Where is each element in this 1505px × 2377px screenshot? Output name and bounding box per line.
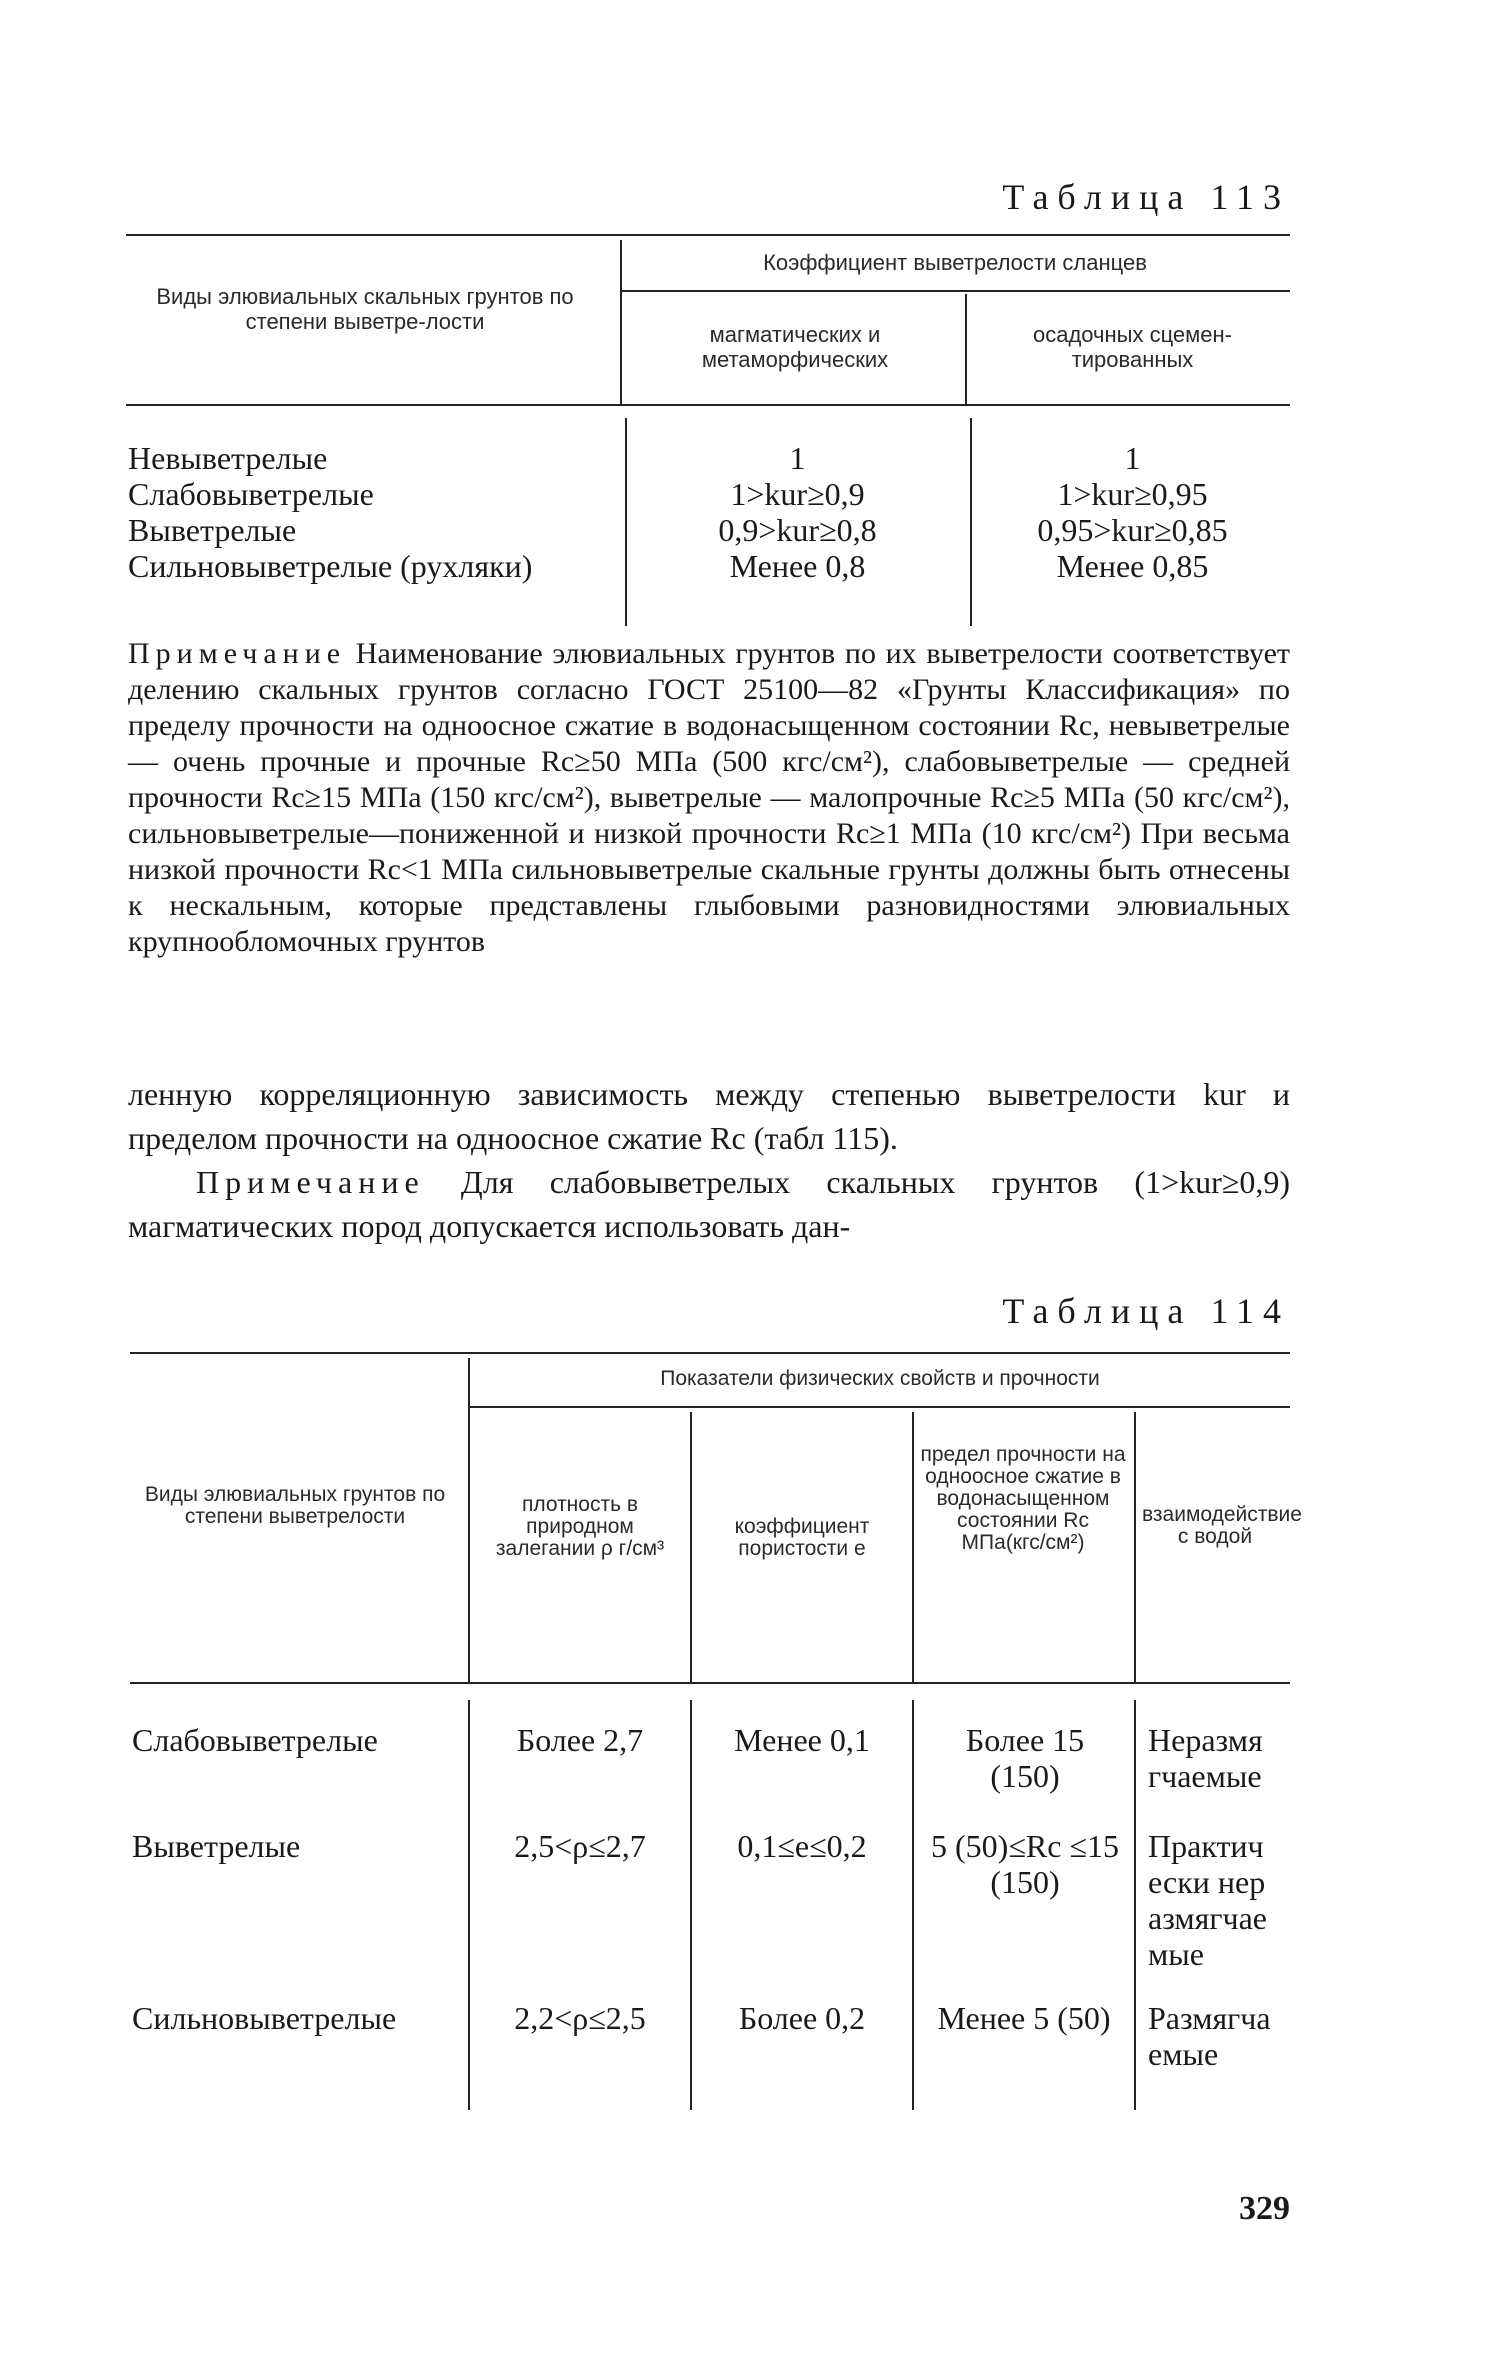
row-cell-water: Практически неразмягчаемые bbox=[1148, 1828, 1267, 1972]
table-113-header-group: Коэффициент выветрелости сланцев bbox=[763, 250, 1147, 275]
table-113-note bbox=[128, 636, 1290, 960]
body-paragraph-1: ленную корреляционную зависимость между степенью выветрелости kur и пределом прочности на одноосное сжатие Rc (табл 115). bbox=[128, 1076, 1290, 1156]
row-name: Выветрелые bbox=[132, 1828, 301, 1864]
table-114-divider-4 bbox=[1134, 1412, 1136, 1682]
row-cell-strength: Более 15 (150) bbox=[965, 1722, 1085, 1794]
table-114-divider-3 bbox=[912, 1412, 914, 1682]
table-113-body-divider-1 bbox=[625, 418, 627, 626]
note-label: Примечание bbox=[128, 637, 347, 670]
table-114-header-col4: взаимодействие с водой bbox=[1142, 1503, 1302, 1548]
table-114-divider-2 bbox=[690, 1412, 692, 1682]
row-name: Выветрелые bbox=[128, 512, 297, 548]
row-cell-col1: Менее 0,8 bbox=[729, 548, 866, 584]
row-name: Невыветрелые bbox=[128, 440, 328, 476]
table-114-body-divider-3 bbox=[912, 1700, 914, 2110]
row-cell-col1: 1>kur≥0,9 bbox=[730, 476, 865, 512]
row-cell-water: Неразмягчаемые bbox=[1148, 1722, 1263, 1794]
row-cell-porosity: 0,1≤e≤0,2 bbox=[737, 1828, 867, 1864]
table-113-header-left: Виды элювиальных скальных грунтов по степени выветре-лости bbox=[156, 284, 574, 334]
table-114-header-col2: коэффициент пористости e bbox=[734, 1515, 870, 1560]
table-114-body-divider-1 bbox=[468, 1700, 470, 2110]
table-113-top-rule bbox=[126, 234, 1290, 236]
row-name: Сильновыветрелые (рухляки) bbox=[128, 548, 533, 584]
table-114-body-divider-4 bbox=[1134, 1700, 1136, 2110]
table-114-header-col3: предел прочности на одноосное сжатие в водонасыщенном состоянии Rc МПа(кгс/см²) bbox=[920, 1443, 1126, 1554]
table-114-caption: Таблица 114 bbox=[1002, 1291, 1290, 1331]
table-113-header-rule bbox=[126, 404, 1290, 406]
table-114-top-rule bbox=[130, 1352, 1290, 1354]
row-cell-porosity: Менее 0,1 bbox=[734, 1722, 870, 1758]
row-cell-col2: 1>kur≥0,95 bbox=[1057, 476, 1208, 512]
row-name: Сильновыветрелые bbox=[132, 2000, 397, 2036]
table-114-group-rule bbox=[470, 1406, 1290, 1408]
row-cell-col1: 1 bbox=[789, 440, 806, 476]
table-113-header-col2: осадочных сцемен-тированных bbox=[1032, 322, 1233, 372]
table-114-header-rule bbox=[130, 1682, 1290, 1684]
row-cell-density: 2,2<ρ≤2,5 bbox=[514, 2000, 646, 2036]
row-cell-strength: Менее 5 (50) bbox=[937, 2000, 1111, 2036]
row-cell-density: 2,5<ρ≤2,7 bbox=[514, 1828, 646, 1864]
table-114-header-col1: плотность в природном залегании ρ г/см³ bbox=[495, 1493, 665, 1560]
row-cell-col2: 0,95>kur≥0,85 bbox=[1037, 512, 1228, 548]
table-113-caption: Таблица 113 bbox=[1002, 177, 1290, 217]
row-cell-col2: 1 bbox=[1124, 440, 1141, 476]
table-113-header-col1: магматических и метаморфических bbox=[701, 322, 889, 372]
table-114-header-group: Показатели физических свойств и прочности bbox=[660, 1367, 1100, 1390]
row-cell-col1: 0,9>kur≥0,8 bbox=[718, 512, 877, 548]
table-113-body-divider-2 bbox=[970, 418, 972, 626]
row-name: Слабовыветрелые bbox=[128, 476, 374, 512]
table-113-group-rule bbox=[620, 290, 1290, 292]
row-cell-porosity: Более 0,2 bbox=[738, 2000, 866, 2036]
body-paragraph-2 bbox=[128, 1160, 1290, 1248]
note-label: Примечание bbox=[196, 1164, 425, 1200]
note-text: Для слабовыветрелых скальных грунтов (1>kur≥0,9) магматических пород допускается использовать дан- bbox=[128, 1164, 1291, 1244]
table-114-body-divider-2 bbox=[690, 1700, 692, 2110]
table-113-divider-2 bbox=[965, 294, 967, 404]
table-114-header-left: Виды элювиальных грунтов по степени выветрелости bbox=[144, 1483, 446, 1528]
note-text: Наименование элювиальных грунтов по их выветрелости соответствует делению скальных грунтов согласно ГОСТ 25100—82 «Грунты Классификация» по пределу прочности на одноосное сжатие в водонасыщенном состоянии Rc, невыветрелые — очень прочные и прочные Rc≥50 МПа (500 кгс/см²), слабовыветрелые — средней прочности Rc≥15 МПа (150 кгс/см²), выветрелые — малопрочные Rc≥5 МПа (50 кгс/см²), сильновыветрелые—пониженной и низкой прочности Rc≥1 МПа (10 кгс/см²) При весьма низкой прочности Rc<1 МПа сильновыветрелые скальные грунты должны быть отнесены к нескальным, которые представлены глыбовыми разновидностями элювиальных крупнообломочных грунтов bbox=[128, 637, 1291, 958]
page-number: 329 bbox=[1239, 2190, 1290, 2227]
row-cell-density: Более 2,7 bbox=[516, 1722, 644, 1758]
table-114-divider-1 bbox=[468, 1358, 470, 1682]
row-cell-strength: 5 (50)≤Rc ≤15 (150) bbox=[931, 1828, 1119, 1900]
row-cell-water: Размягчаемые bbox=[1148, 2000, 1271, 2072]
row-name: Слабовыветрелые bbox=[132, 1722, 378, 1758]
row-cell-col2: Менее 0,85 bbox=[1056, 548, 1209, 584]
